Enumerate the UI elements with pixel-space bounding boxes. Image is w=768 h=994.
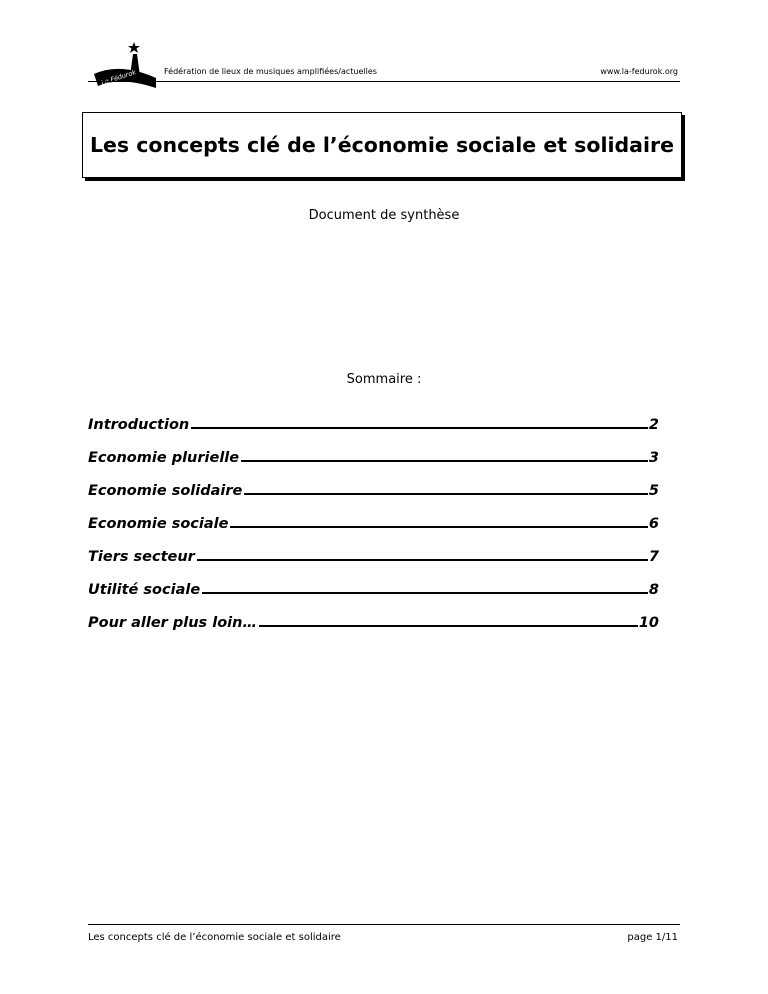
toc-item-label: Economie plurielle (88, 450, 240, 466)
toc-item-economie-solidaire[interactable] (88, 466, 659, 499)
toc-item-label: Introduction (88, 417, 190, 433)
fedurok-logo (90, 40, 160, 90)
toc-leader-line (244, 493, 648, 495)
toc-item-introduction[interactable] (88, 400, 659, 433)
website-link[interactable]: www.la-fedurok.org (600, 67, 678, 76)
toc-item-page: 3 (648, 450, 659, 466)
title-box (82, 112, 682, 178)
toc-item-label: Economie solidaire (88, 483, 243, 499)
toc-heading: Sommaire : (346, 372, 422, 387)
toc-item-page: 8 (648, 582, 659, 598)
toc-item-economie-plurielle[interactable] (88, 433, 659, 466)
toc-leader-line (202, 592, 648, 594)
toc-item-page: 7 (648, 549, 659, 565)
toc-leader-line (230, 526, 647, 528)
toc-leader-line (241, 460, 648, 462)
toc-item-label: Tiers secteur (88, 549, 195, 565)
footer-divider (88, 924, 680, 925)
toc-item-page: 6 (648, 516, 659, 532)
toc-leader-line (259, 625, 638, 627)
footer-page-number: page 1/11 (627, 932, 678, 943)
toc-item-page: 10 (638, 615, 659, 631)
toc-item-tiers-secteur[interactable] (88, 532, 659, 565)
header-divider (88, 81, 680, 82)
toc-item-page: 2 (648, 417, 659, 433)
toc-item-utilite-sociale[interactable] (88, 565, 659, 598)
toc-leader-line (191, 427, 648, 429)
document-title: Les concepts clé de l’économie sociale et solidaire (89, 133, 675, 157)
toc-item-label: Utilité sociale (88, 582, 201, 598)
toc-item-label: Economie sociale (88, 516, 229, 532)
federation-name: Fédération de lieux de musiques amplifiées/actuelles (164, 67, 377, 76)
footer-document-title: Les concepts clé de l’économie sociale et solidaire (88, 932, 341, 943)
svg-text:La Fédurok: La Fédurok (100, 68, 137, 87)
page-header (88, 40, 680, 90)
table-of-contents (88, 400, 659, 631)
toc-leader-line (197, 559, 648, 561)
toc-item-page: 5 (648, 483, 659, 499)
toc-item-economie-sociale[interactable] (88, 499, 659, 532)
toc-item-label: Pour aller plus loin… (88, 615, 257, 631)
document-subtitle: Document de synthèse (308, 208, 460, 223)
toc-item-pour-aller-plus-loin[interactable] (88, 598, 659, 631)
